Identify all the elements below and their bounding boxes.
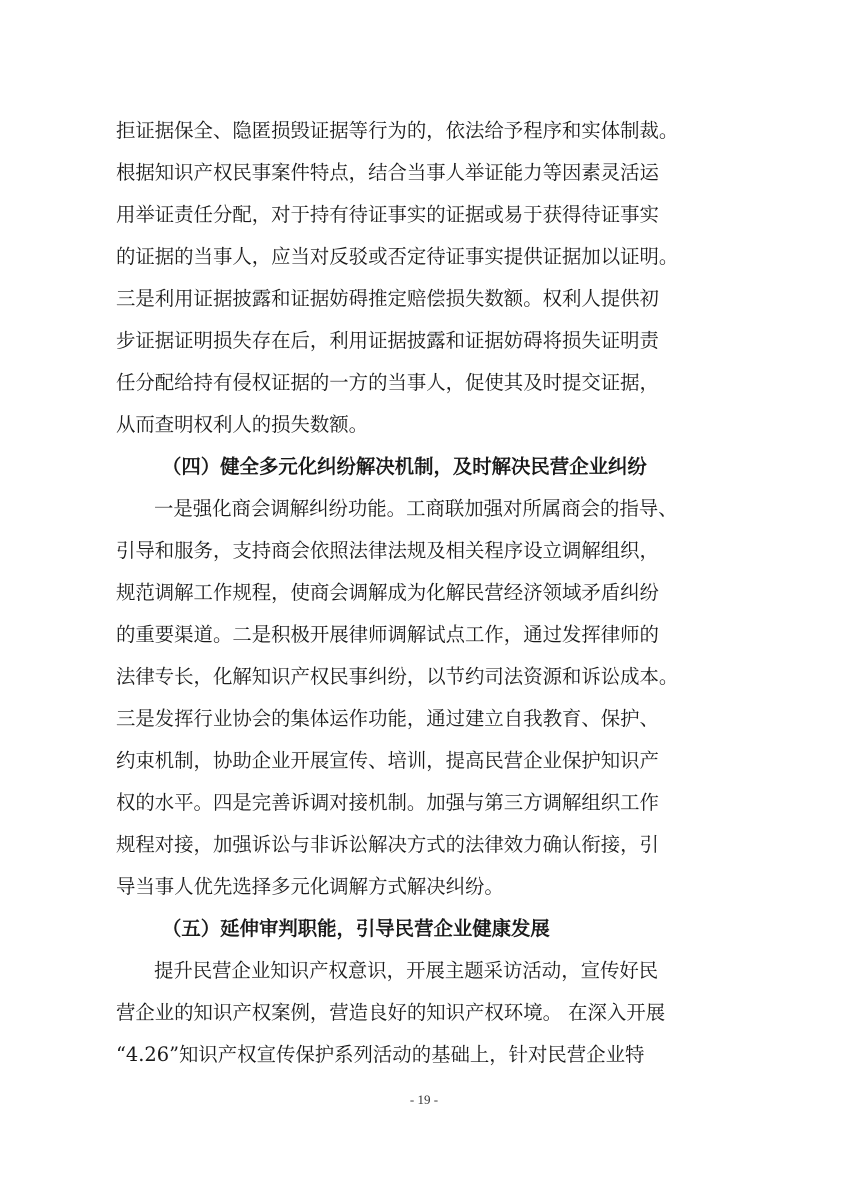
body-text-line: 三是发挥行业协会的集体运作功能，通过建立自我教育、保护、 <box>116 707 659 730</box>
body-text-line: 规程对接，加强诉讼与非诉讼解决方式的法律效力确认衔接，引 <box>116 833 659 856</box>
body-text-line: 引导和服务，支持商会依照法律法规及相关程序设立调解组织， <box>116 539 659 562</box>
body-text-line: 约束机制，协助企业开展宣传、培训，提高民营企业保护知识产 <box>116 749 659 772</box>
body-text-line: 用举证责任分配，对于持有待证事实的证据或易于获得待证事实 <box>116 203 659 226</box>
body-text-line: 的重要渠道。二是积极开展律师调解试点工作，通过发挥律师的 <box>116 623 659 646</box>
body-text-line: 从而查明权利人的损失数额。 <box>116 413 369 436</box>
body-text-line: 根据知识产权民事案件特点，结合当事人举证能力等因素灵活运 <box>116 161 659 184</box>
body-text-line: 法律专长，化解知识产权民事纠纷，以节约司法资源和诉讼成本。 <box>116 665 679 688</box>
body-text-line: “4.26”知识产权宣传保护系列活动的基础上，针对民营企业特 <box>116 1043 645 1066</box>
body-text-line: 导当事人优先选择多元化调解方式解决纠纷。 <box>116 875 504 898</box>
paragraph-first-line: 一是强化商会调解纠纷功能。工商联加强对所属商会的指导、 <box>154 497 678 520</box>
paragraph-first-line: 提升民营企业知识产权意识，开展主题采访活动，宣传好民 <box>154 959 659 982</box>
body-text-line: 三是利用证据披露和证据妨碍推定赔偿损失数额。权利人提供初 <box>116 287 659 310</box>
body-text-line: 权的水平。四是完善诉调对接机制。加强与第三方调解组织工作 <box>116 791 659 814</box>
body-text-line: 步证据证明损失存在后，利用证据披露和证据妨碍将损失证明责 <box>116 329 659 352</box>
body-text-line: 规范调解工作规程，使商会调解成为化解民营经济领域矛盾纠纷 <box>116 581 659 604</box>
section-heading: （五）延伸审判职能，引导民营企业健康发展 <box>162 917 550 940</box>
body-text-line: 的证据的当事人，应当对反驳或否定待证事实提供证据加以证明。 <box>116 245 679 268</box>
page-number: - 19 - <box>409 1092 439 1107</box>
body-text-line: 营企业的知识产权案例，营造良好的知识产权环境。 在深入开展 <box>116 1001 666 1024</box>
body-text-line: 拒证据保全、隐匿损毁证据等行为的，依法给予程序和实体制裁。 <box>116 119 679 142</box>
body-text-line: 任分配给持有侵权证据的一方的当事人，促使其及时提交证据， <box>116 371 659 394</box>
section-heading: （四）健全多元化纠纷解决机制，及时解决民营企业纠纷 <box>162 455 647 478</box>
